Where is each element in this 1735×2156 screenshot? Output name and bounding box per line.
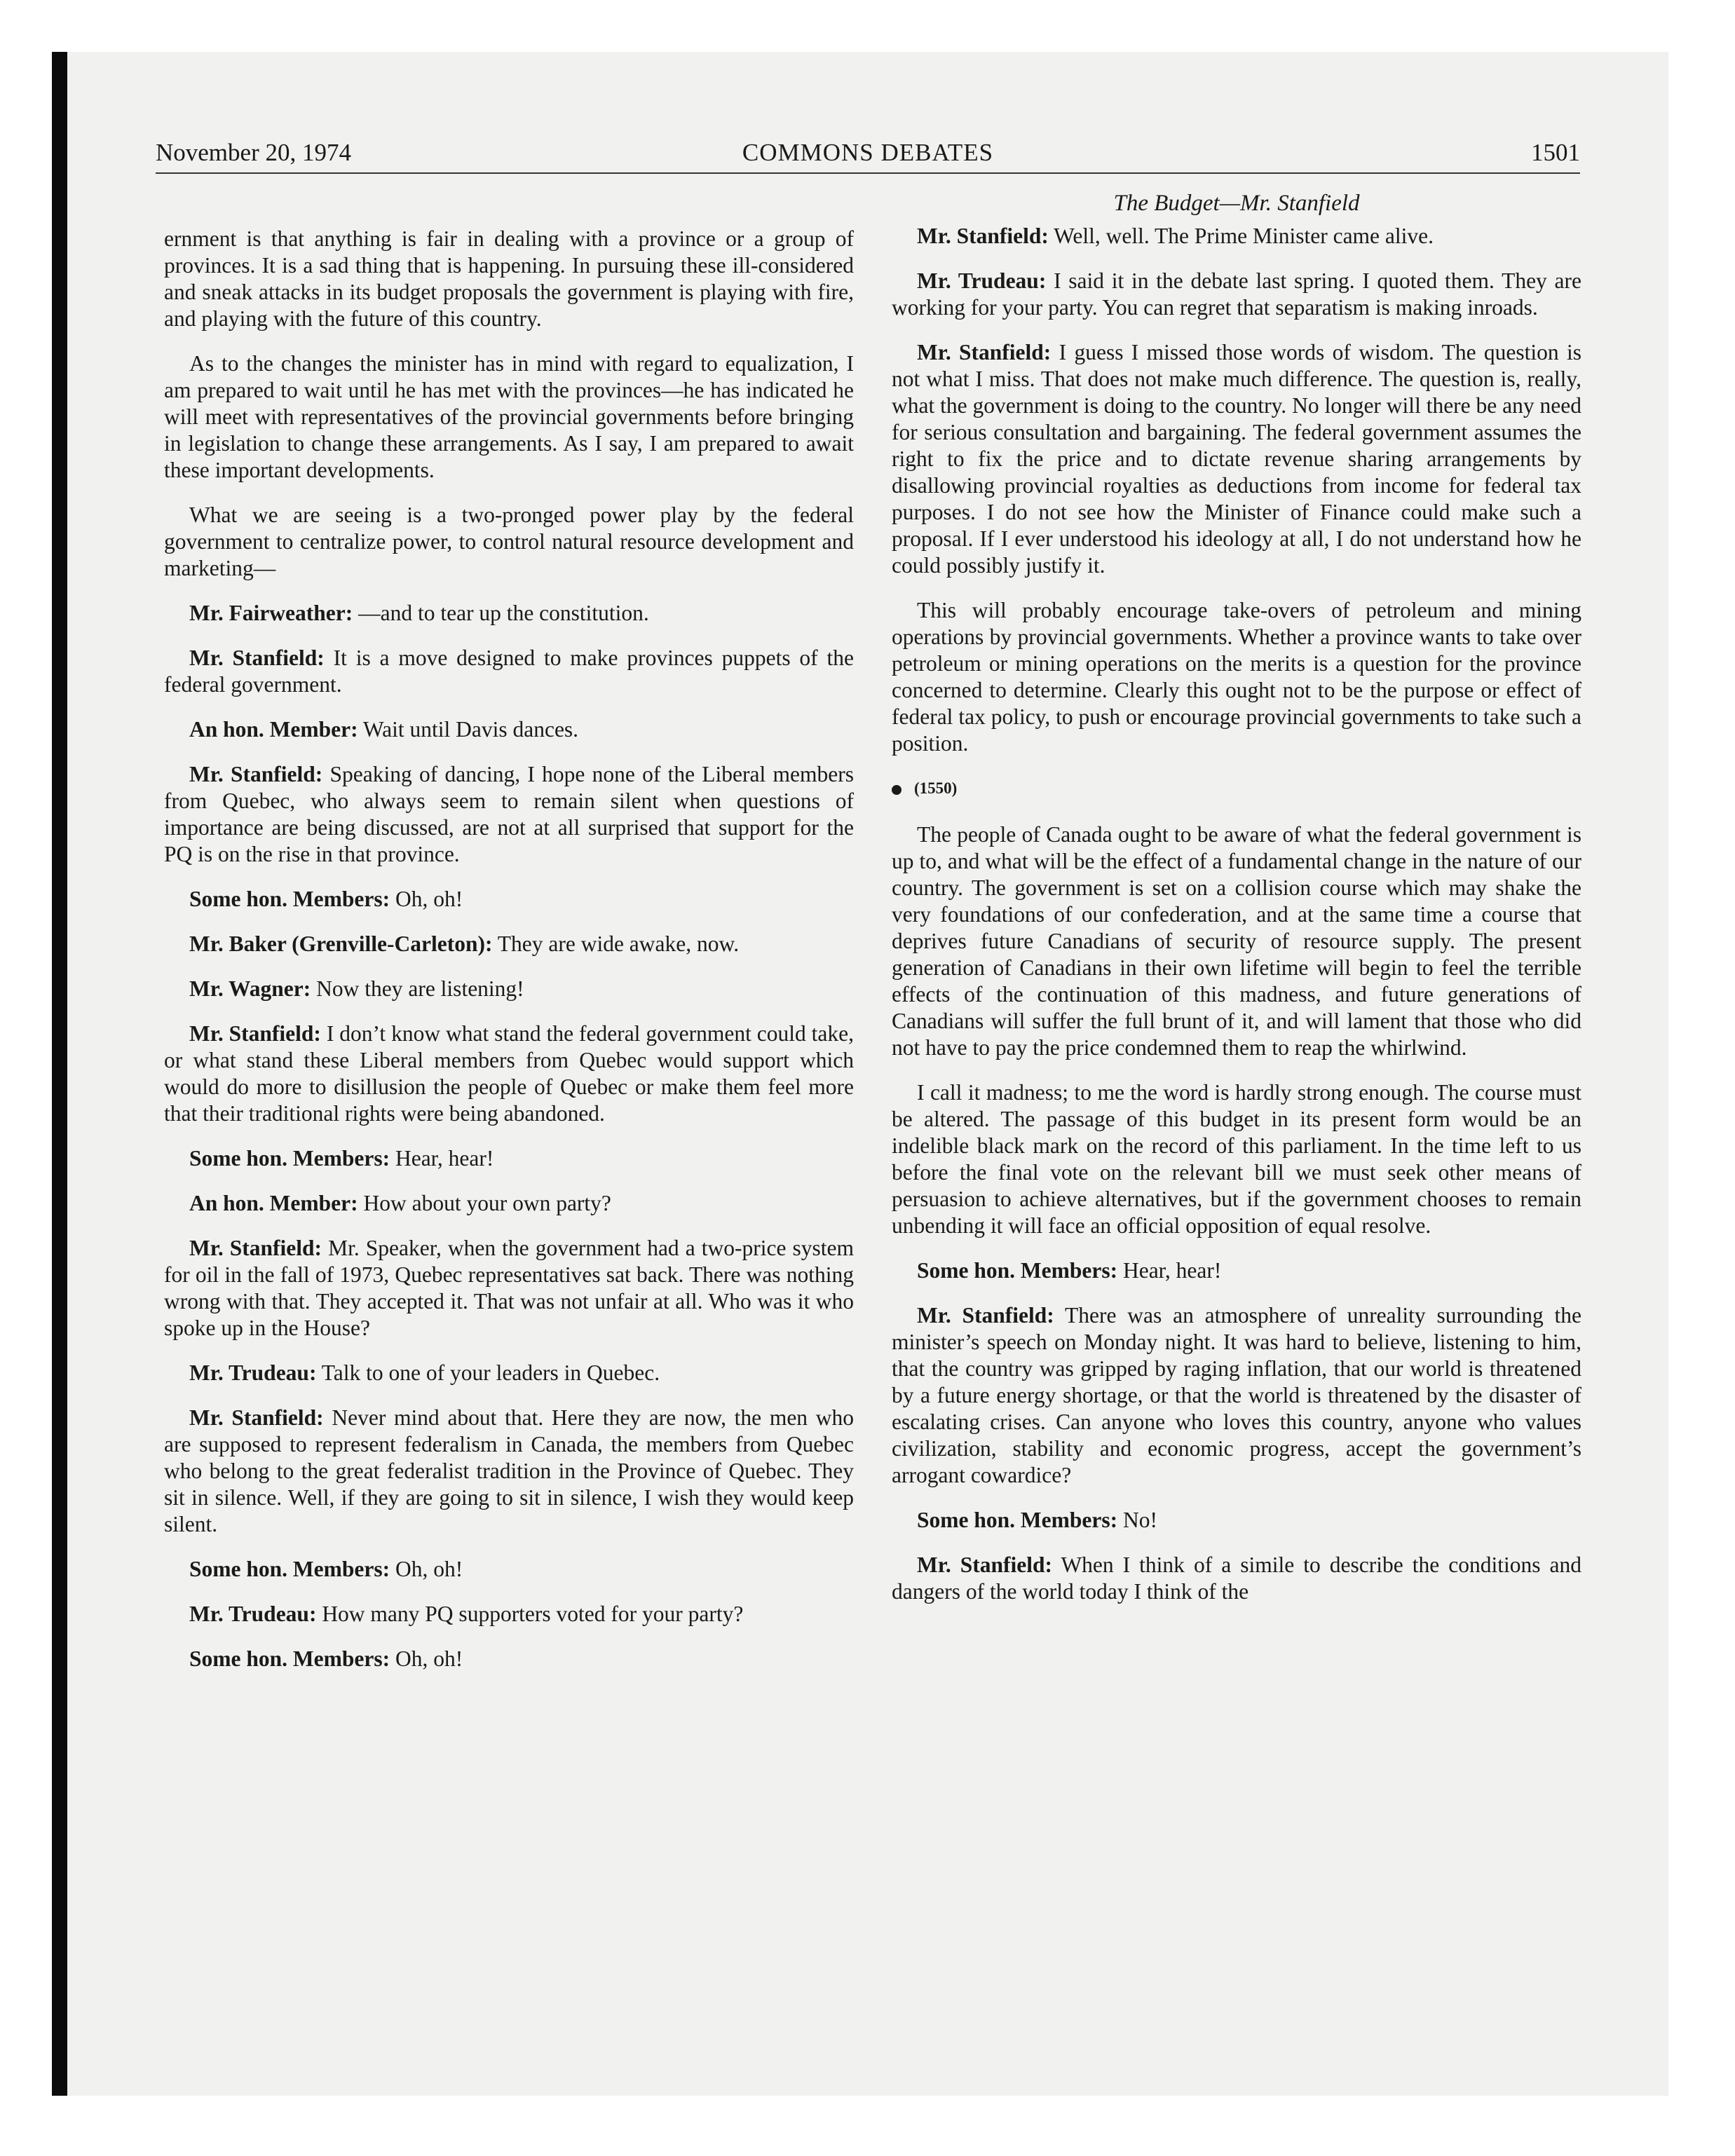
speaker-name: Some hon. Members:	[917, 1508, 1118, 1532]
paragraph-text: Hear, hear!	[1122, 1258, 1222, 1283]
paragraph-text: Talk to one of your leaders in Quebec.	[321, 1360, 660, 1385]
paragraph-text: Wait until Davis dances.	[362, 717, 579, 742]
scan-border	[52, 52, 67, 2096]
paragraph-text: I guess I missed those words of wisdom. The question is not what I miss. That does not make much difference. The question is, really, what the government is doing to the country. No longer will there be any need for serious consultation and bargaining. The federal government assumes the right to fix the price and to dictate revenue sharing arrangements by disallowing provincial royalties as deductions from income for federal tax purposes. I do not see how the Minister of Finance could make such a proposal. If I ever understood his ideology at all, I do not understand how he could possibly justify it.	[892, 340, 1581, 578]
paragraph-text: Oh, oh!	[395, 1646, 463, 1671]
speech-paragraph	[164, 1556, 854, 1583]
left-column	[164, 226, 854, 1691]
time-stamp	[892, 775, 1581, 802]
header-journal-title: COMMONS DEBATES	[742, 139, 994, 166]
speech-paragraph	[164, 976, 854, 1002]
speech-paragraph	[892, 1552, 1581, 1605]
speaker-name: Mr. Stanfield:	[189, 1236, 322, 1260]
speaker-name: Mr. Stanfield:	[917, 224, 1049, 248]
bullet-icon	[892, 785, 901, 795]
speech-paragraph	[164, 1360, 854, 1386]
speaker-name: Mr. Trudeau:	[189, 1360, 317, 1385]
paragraph-text: I don’t know what stand the federal government could take, or what stand these Liberal members from Quebec would support which would do more to disillusion the people of Quebec or make them feel more that their traditional rights were being abandoned.	[164, 1021, 854, 1126]
paragraph-text: I said it in the debate last spring. I quoted them. They are working for your party. You can regret that separatism is making inroads.	[892, 268, 1581, 320]
speech-paragraph	[892, 1302, 1581, 1489]
speech-paragraph	[164, 600, 854, 627]
speech-paragraph	[164, 886, 854, 913]
speaker-name: Mr. Stanfield:	[189, 1021, 321, 1046]
speaker-name: Mr. Stanfield:	[917, 1553, 1052, 1577]
paragraph-text: Speaking of dancing, I hope none of the Liberal members from Quebec, who always seem to remain silent when questions of importance are being discussed, are not at all surprised that support for the PQ is on the rise in that province.	[164, 762, 854, 866]
header-page-number: 1501	[1531, 139, 1580, 166]
paragraph-text: The people of Canada ought to be aware of what the federal government is up to, and what will be the effect of a fundamental change in the nature of our country. The government is set on a collision course which may shake the very foundations of our confederation, and at the same time a course that deprives future Canadians of security of resource supply. The present generation of Canadians in their own lifetime will begin to feel the terrible effects of the continuation of this madness, and future generations of Canadians will suffer the full brunt of it, and will lament that those who did not have to pay the price condemned them to reap the whirlwind.	[892, 822, 1581, 1060]
text-paragraph	[164, 350, 854, 484]
speech-paragraph	[164, 1190, 854, 1217]
speaker-name: Mr. Stanfield:	[917, 1303, 1054, 1328]
speaker-name: Some hon. Members:	[189, 1646, 390, 1671]
speech-paragraph	[164, 1646, 854, 1672]
right-column-upper	[892, 223, 1581, 757]
paragraph-text: No!	[1122, 1508, 1157, 1532]
text-paragraph	[892, 597, 1581, 757]
speech-paragraph	[892, 1257, 1581, 1284]
right-column	[892, 189, 1581, 1623]
paragraph-text: Well, well. The Prime Minister came alive.	[1054, 224, 1434, 248]
speech-paragraph	[892, 1507, 1581, 1534]
speaker-name: Some hon. Members:	[189, 887, 390, 911]
right-column-lower	[892, 821, 1581, 1605]
speaker-name: Mr. Trudeau:	[189, 1602, 317, 1626]
running-header	[156, 135, 1580, 174]
speaker-name: Mr. Stanfield:	[189, 762, 323, 786]
speech-paragraph	[164, 1601, 854, 1628]
text-paragraph	[892, 1079, 1581, 1239]
paragraph-text: It is a move designed to make provinces puppets of the federal government.	[164, 646, 854, 697]
speech-paragraph	[164, 716, 854, 743]
paragraph-text: This will probably encourage take-overs of petroleum and mining operations by provincial governments. Whether a province wants to take over petroleum or mining operations on the merits is a question for the province concerned to determine. Clearly this ought not to be the purpose or effect of federal tax policy, to push or encourage provincial governments to take such a position.	[892, 598, 1581, 756]
speaker-name: Mr. Fairweather:	[189, 601, 353, 625]
speech-paragraph	[892, 223, 1581, 250]
speech-paragraph	[164, 1405, 854, 1538]
speaker-name: Mr. Baker (Grenville-Carleton):	[189, 932, 493, 956]
speech-paragraph	[164, 761, 854, 868]
speaker-name: Some hon. Members:	[917, 1258, 1118, 1283]
paragraph-text: Mr. Speaker, when the government had a two-price system for oil in the fall of 1973, Quebec representatives sat back. There was nothing wrong with that. They accepted it. That was not unfair at all. Who was it who spoke up in the House?	[164, 1236, 855, 1340]
paragraph-text: How about your own party?	[363, 1191, 611, 1215]
text-paragraph	[164, 502, 854, 582]
speaker-name: Mr. Trudeau:	[917, 268, 1047, 293]
paragraph-text: When I think of a simile to describe the conditions and dangers of the world today I think of the	[892, 1553, 1581, 1604]
paragraph-text: Oh, oh!	[395, 887, 463, 911]
speaker-name: An hon. Member:	[189, 1191, 358, 1215]
paragraph-text: As to the changes the minister has in mind with regard to equalization, I am prepared to wait until he has met with the provinces—he has indicated he will meet with representatives of the provincial governments before bringing in legislation to change these arrangements. As I say, I am prepared to await these important developments.	[164, 351, 854, 482]
speech-paragraph	[164, 1021, 854, 1127]
paragraph-text: Never mind about that. Here they are now, the men who are supposed to represent federalism in Canada, the members from Quebec who belong to the great federalist tradition in the Province of Quebec. They sit in silence. Well, if they are going to sit in silence, I wish they would keep silent.	[164, 1405, 854, 1536]
speaker-name: Some hon. Members:	[189, 1146, 390, 1171]
speech-paragraph	[892, 268, 1581, 321]
paragraph-text: Now they are listening!	[316, 976, 524, 1001]
speaker-name: Mr. Stanfield:	[917, 340, 1052, 364]
paragraph-text: How many PQ supporters voted for your party?	[322, 1602, 744, 1626]
speech-paragraph	[892, 339, 1581, 579]
header-date: November 20, 1974	[156, 139, 351, 166]
speaker-name: An hon. Member:	[189, 717, 358, 742]
text-paragraph	[164, 226, 854, 332]
speaker-name: Mr. Stanfield:	[189, 1405, 324, 1430]
speech-paragraph	[164, 931, 854, 957]
speaker-name: Mr. Stanfield:	[189, 646, 325, 670]
paragraph-text: What we are seeing is a two-pronged power play by the federal government to centralize power, to control natural resource development and marketing—	[164, 503, 854, 580]
paragraph-text: ernment is that anything is fair in dealing with a province or a group of provinces. It is a sad thing that is happening. In pursuing these ill-considered and sneak attacks in its budget proposals the government is playing with fire, and playing with the future of this country.	[164, 226, 854, 331]
text-paragraph	[892, 821, 1581, 1061]
speech-paragraph	[164, 1235, 854, 1342]
paragraph-text: They are wide awake, now.	[497, 932, 740, 956]
speaker-name: Some hon. Members:	[189, 1557, 390, 1581]
time-stamp-label: (1550)	[914, 779, 958, 797]
paragraph-text: There was an atmosphere of unreality surrounding the minister’s speech on Monday night. It was hard to believe, listening to him, that the country was gripped by raging inflation, that our world is threatened by a future energy shortage, or that the world is threatened by the disaster of escalating crises. Can anyone who loves this country, anyone who values civilization, stability and economic progress, accept the government’s arrogant cowardice?	[892, 1303, 1581, 1487]
paragraph-text: Oh, oh!	[395, 1557, 463, 1581]
section-title: The Budget—Mr. Stanfield	[1113, 191, 1360, 216]
speech-paragraph	[164, 1145, 854, 1172]
speech-paragraph	[164, 645, 854, 698]
paragraph-text: —and to tear up the constitution.	[358, 601, 649, 625]
speaker-name: Mr. Wagner:	[189, 976, 311, 1001]
paragraph-text: I call it madness; to me the word is hardly strong enough. The course must be altered. The passage of this budget in its present form would be an indelible black mark on the record of this parliament. In the time left to us before the final vote on the relevant bill we must seek other means of persuasion to achieve alternatives, but if the government chooses to remain unbending it will face an official opposition of equal resolve.	[892, 1080, 1581, 1238]
paragraph-text: Hear, hear!	[395, 1146, 494, 1171]
